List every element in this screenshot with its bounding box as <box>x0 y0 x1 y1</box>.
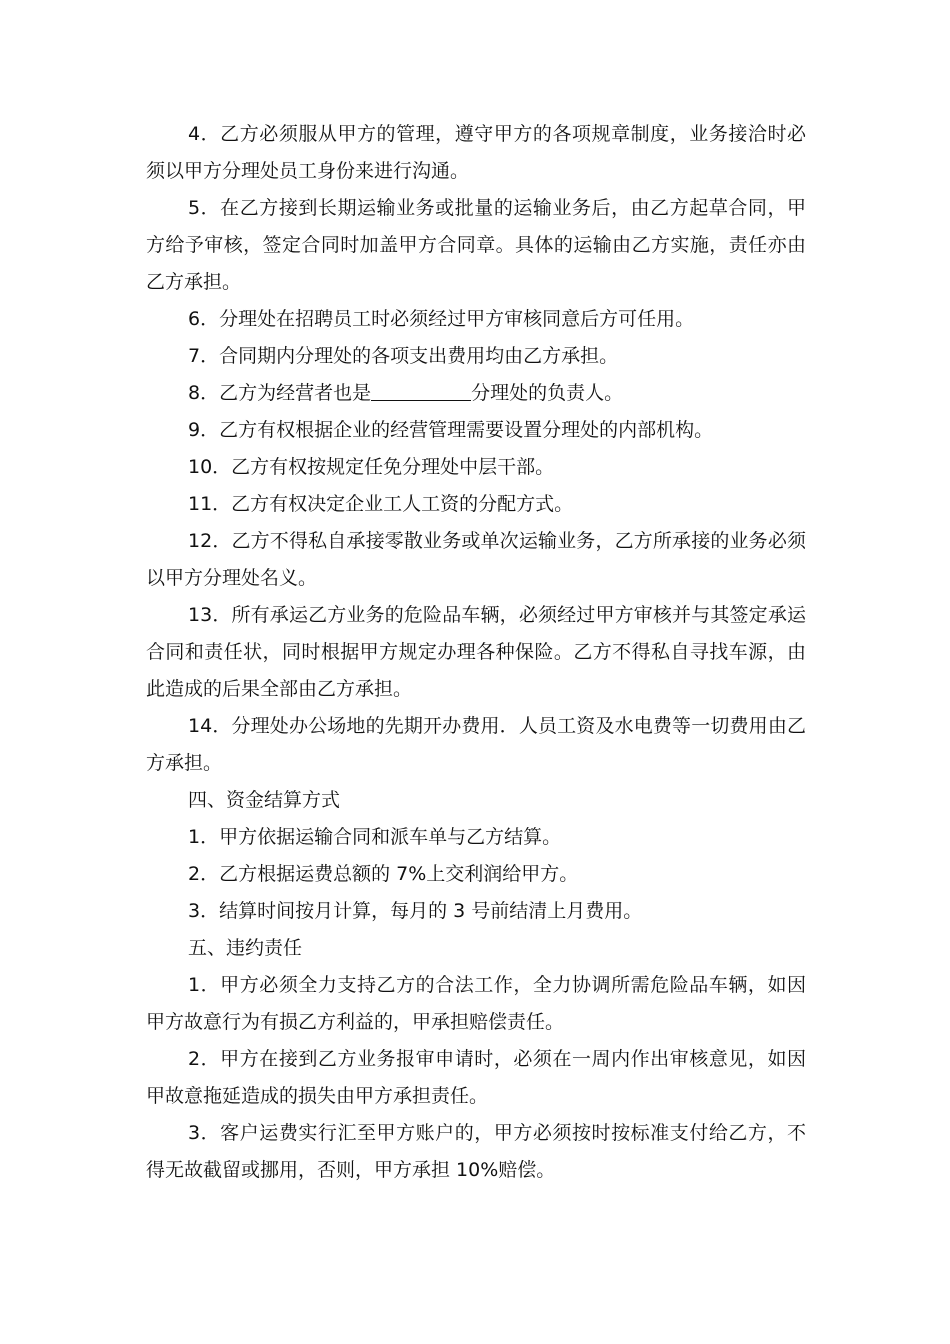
settlement-clause-3: 3．结算时间按月计算，每月的 3 号前结清上月费用。 <box>188 900 643 922</box>
document-body <box>146 116 806 1189</box>
clause-13: 13．所有承运乙方业务的危险品车辆，必须经过甲方审核并与其签定承运合同和责任状，同时根据甲方规定办理各种保险。乙方不得私自寻找车源，由此造成的后果全部由乙方承担。 <box>146 604 806 700</box>
clause-10: 10．乙方有权按规定任免分理处中层干部。 <box>188 456 555 478</box>
fill-in-blank[interactable] <box>371 378 471 401</box>
clause-12: 12．乙方不得私自承接零散业务或单次运输业务，乙方所承接的业务必须以甲方分理处名义。 <box>146 530 806 589</box>
clause-5: 5．在乙方接到长期运输业务或批量的运输业务后，由乙方起草合同，甲方给予审核，签定合同时加盖甲方合同章。具体的运输由乙方实施，责任亦由乙方承担。 <box>146 197 806 293</box>
clause-11: 11．乙方有权决定企业工人工资的分配方式。 <box>188 493 574 515</box>
clause-14: 14．分理处办公场地的先期开办费用．人员工资及水电费等一切费用由乙方承担。 <box>146 715 806 774</box>
settlement-clause-1: 1．甲方依据运输合同和派车单与乙方结算。 <box>188 826 562 848</box>
clause-9: 9．乙方有权根据企业的经营管理需要设置分理处的内部机构。 <box>188 419 714 441</box>
liability-clause-3: 3．客户运费实行汇至甲方账户的，甲方必须按时按标准支付给乙方，不得无故截留或挪用，否则，甲方承担 10%赔偿。 <box>146 1122 806 1181</box>
section-heading-liability: 五、违约责任 <box>188 937 303 959</box>
section-heading-settlement: 四、资金结算方式 <box>188 789 341 811</box>
clause-6: 6．分理处在招聘员工时必须经过甲方审核同意后方可任用。 <box>188 308 695 330</box>
liability-clause-2: 2．甲方在接到乙方业务报审申请时，必须在一周内作出审核意见，如因甲故意拖延造成的损失由甲方承担责任。 <box>146 1048 806 1107</box>
clause-8-before: 8．乙方为经营者也是 <box>188 382 372 404</box>
clause-4: 4．乙方必须服从甲方的管理，遵守甲方的各项规章制度，业务接洽时必须以甲方分理处员工身份来进行沟通。 <box>146 123 806 182</box>
settlement-clause-2: 2．乙方根据运费总额的 7%上交利润给甲方。 <box>188 863 579 885</box>
clause-8-after: 分理处的负责人。 <box>471 382 624 404</box>
clause-7: 7．合同期内分理处的各项支出费用均由乙方承担。 <box>188 345 619 367</box>
clause-8 <box>146 375 806 412</box>
liability-clause-1: 1．甲方必须全力支持乙方的合法工作，全力协调所需危险品车辆，如因甲方故意行为有损乙方利益的，甲承担赔偿责任。 <box>146 974 806 1033</box>
